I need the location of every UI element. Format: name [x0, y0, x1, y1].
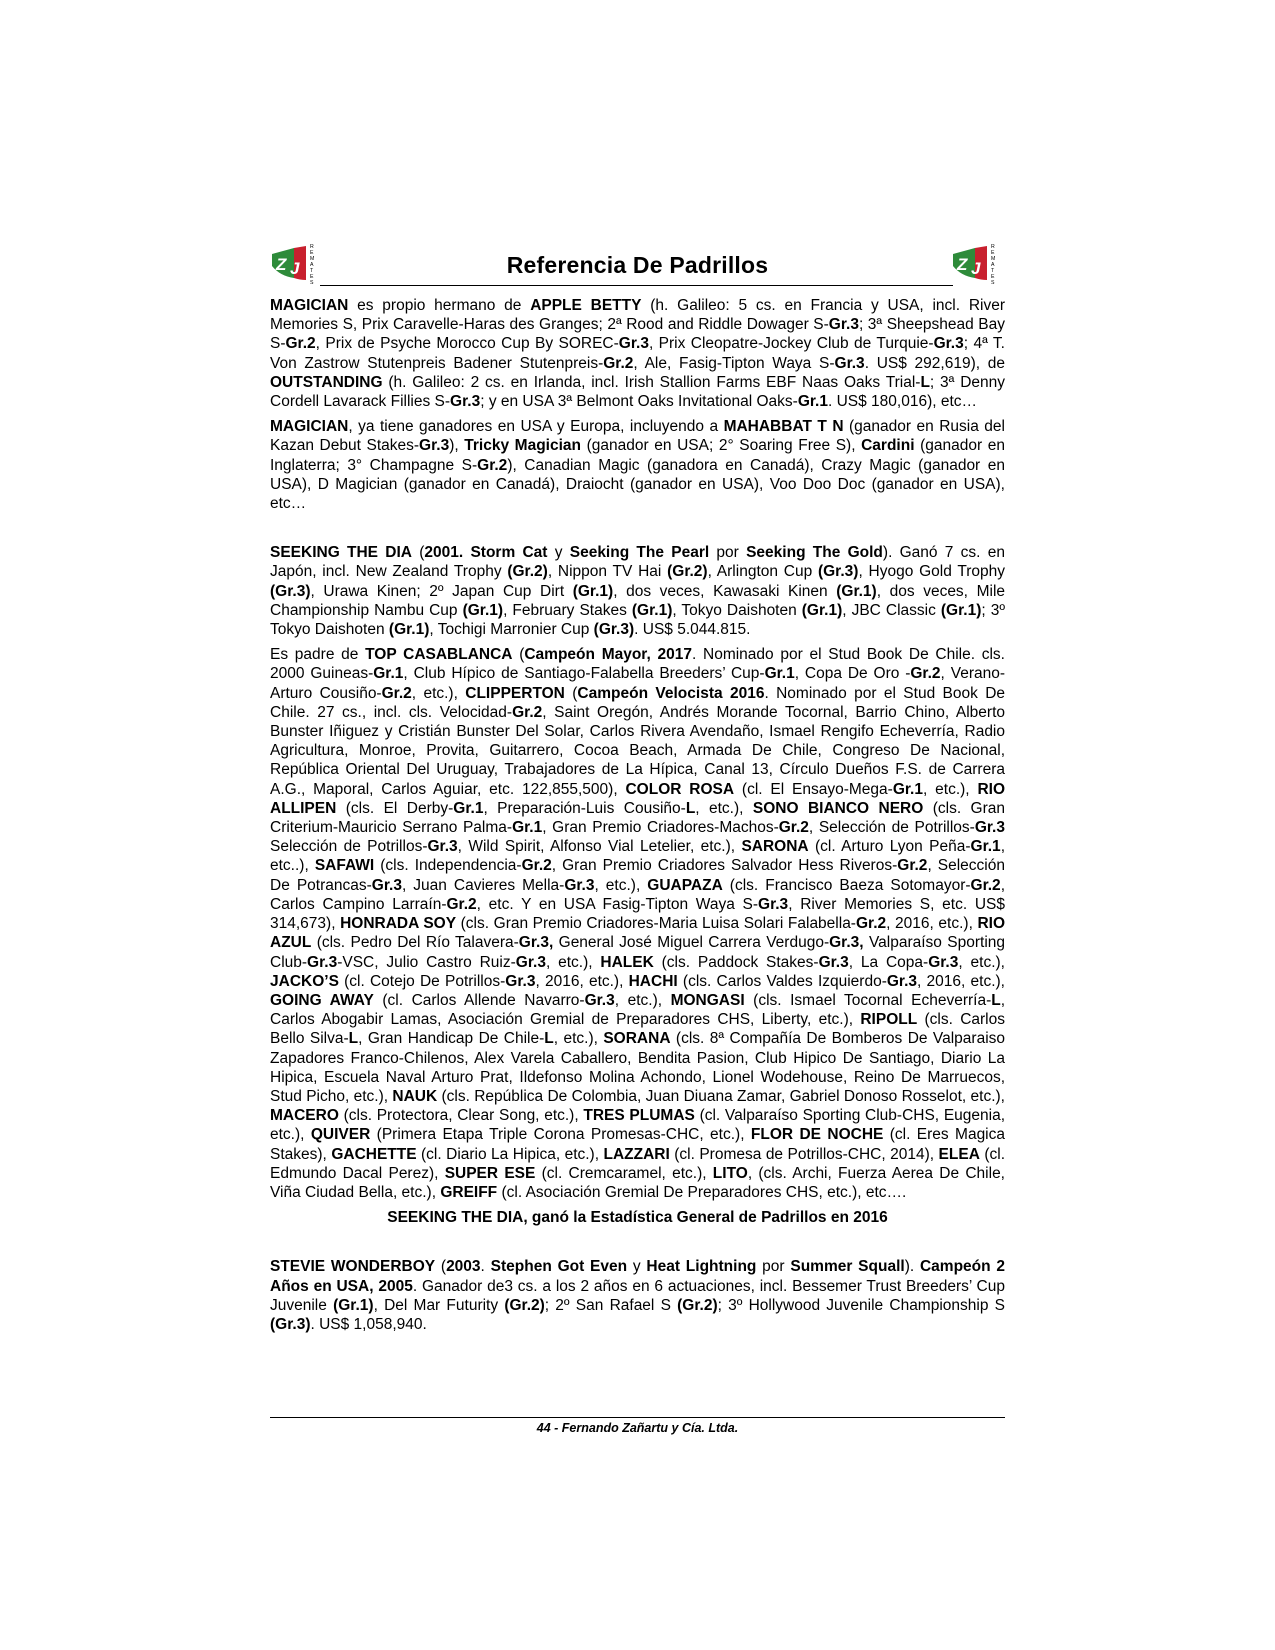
bold-text: Cardini [861, 437, 915, 455]
bold-text: (Gr.2) [677, 1296, 718, 1314]
bold-text: SAFAWI [314, 857, 375, 875]
text-run: , etc.), [923, 780, 978, 798]
text-run: , dos veces, Mile Championship Nambu Cup [270, 582, 1006, 619]
bold-text: HALEK [600, 953, 654, 971]
text-run: , Selección De Potrancas- [270, 857, 1005, 894]
bold-text: Gr.3 [307, 953, 338, 971]
bold-text: (Gr.3) [270, 582, 311, 600]
text-run: y [627, 1258, 647, 1276]
bold-text: Gr.1 [764, 665, 795, 683]
bold-text: Gr.1 [970, 838, 1001, 856]
bold-text: (Gr.1) [462, 601, 504, 619]
text-run: , Arlington Cup [707, 563, 818, 581]
text-run: , Tokyo Daishoten [672, 601, 802, 619]
bold-text: Campeón Mayor, 2017 [524, 646, 692, 664]
text-run: , River Memories S, etc. US$ 314,673), [270, 895, 1005, 933]
svg-text:M: M [310, 256, 315, 262]
text-run: , Prix de Psyche Morocco Cup By SOREC- [315, 335, 619, 353]
bold-text: SARONA [741, 838, 809, 856]
text-run: , etc..), [270, 838, 1005, 875]
bold-text: L [991, 991, 1001, 1009]
bold-text: MAHABBAT T N [723, 418, 844, 436]
text-run: , Gran Premio Criadores-Machos- [542, 819, 779, 837]
text-run: , (cls. Archi, Fuerza Aerea De Chile, Viña Ciudad Bella, etc.), [270, 1164, 1005, 1201]
bold-text: Gr.2 [381, 684, 412, 702]
text-run: (cl. Edmundo Dacal Perez), [270, 1145, 1006, 1182]
bold-text: SORANA [603, 1030, 671, 1048]
text-run: , Del Mar Futurity [373, 1296, 505, 1314]
text-run: (cls. Paddock Stakes- [653, 953, 819, 971]
text-run: , etc.), [545, 953, 601, 971]
bold-text: APPLE BETTY [530, 297, 642, 314]
svg-text:A: A [991, 262, 995, 268]
bold-text: Campeón Velocista 2016 [577, 684, 765, 702]
bold-text: GREIFF [440, 1183, 498, 1201]
text-run: , etc.), [614, 991, 671, 1009]
bold-text: Gr.3 [933, 335, 964, 353]
text-run: (cls. Protectora, Clear Song, etc.), [338, 1107, 584, 1125]
bold-text: RIO AZUL [270, 915, 1006, 952]
svg-text:T: T [991, 268, 995, 274]
bold-text: 2001. Storm Cat [424, 544, 548, 562]
bold-text: Summer Squall [790, 1258, 905, 1276]
bold-text: Seeking The Gold [746, 544, 883, 562]
text-run: Es padre de [270, 646, 366, 664]
text-run: . Nominado por el Stud Book De Chile. cls. 2000 Guineas- [270, 646, 1005, 683]
text-run: , February Stakes [503, 601, 632, 619]
bold-text: RIO ALLIPEN [270, 780, 1005, 817]
svg-text:Z: Z [957, 255, 968, 274]
bold-text: Gr.2 [778, 819, 809, 837]
bold-text: Seeking The Pearl [569, 544, 710, 562]
bold-text: L [544, 1030, 554, 1048]
text-run: , etc.), [958, 953, 1005, 971]
svg-text:R: R [310, 244, 314, 250]
text-run: . Nominado por el Stud Book De Chile. 27 cs., incl. cls. Velocidad- [270, 684, 1006, 721]
svg-text:J: J [290, 259, 300, 278]
bold-text: Gr.2 [603, 354, 634, 372]
text-run: , Carlos Abogabir Lamas, Asociación Gremial de Preparadores CHS, Liberty, etc.), [270, 991, 1006, 1029]
text-run: ( [411, 544, 425, 562]
bold-text: Gr.2 [446, 895, 477, 913]
bold-text: Stephen Got Even [490, 1258, 628, 1276]
bold-text: Gr.1 [892, 780, 923, 798]
svg-text:A: A [310, 262, 314, 268]
svg-text:J: J [971, 259, 981, 278]
bold-text: Gr.3 [828, 316, 859, 334]
bold-text: LAZZARI [603, 1145, 670, 1163]
text-run: (cls. República De Colombia, Juan Diuana Zamar, Gabriel Donoso Rosselot, etc.), [437, 1087, 1005, 1105]
text-run: General José Miguel Carrera Verdugo- [553, 934, 830, 952]
bold-text: (Gr.1) [836, 582, 877, 600]
page [270, 240, 1005, 1340]
bold-text: RIPOLL [860, 1011, 918, 1029]
bold-text: TRES PLUMAS [583, 1107, 695, 1125]
bold-text: Gr.3 [886, 972, 918, 990]
text-run: (cl. Promesa de Potrillos-CHC, 2014), [669, 1145, 939, 1163]
bold-text: L [920, 373, 930, 391]
bold-text: L [348, 1030, 359, 1048]
bold-text: CLIPPERTON [465, 684, 565, 702]
bold-text: NAUK [392, 1087, 438, 1105]
bold-text: Heat Lightning [646, 1258, 757, 1276]
text-run: (h. Galileo: 5 cs. en Francia y USA, incl. River Memories S, Prix Caravelle-Haras des Granges; 2ª Rood and Riddle Dowager S- [270, 297, 1006, 334]
text-run: ; 4ª T. Von Zastrow Stutenpreis Badener Stutenpreis- [270, 335, 1005, 372]
text-run: ). Ganó 7 cs. en Japón, incl. New Zealand Trophy [270, 544, 1005, 581]
text-run: (cls. 8ª Compañía De Bomberos De Valparaiso Zapadores Franco-Chilenos, Alex Varela Caballero, Bendita Pasion, Club Hipico De Santiago, Diario La Hipica, Escuela Naval Arturo Prat, Ildefonso Molina Achondo, Lionel Wodehouse, Reino De Marruecos, Stud Picho, etc.), [270, 1030, 1006, 1105]
text-run: , Gran Premio Criadores Salvador Hess Riveros- [551, 857, 898, 875]
bold-text: Gr.3 [928, 953, 959, 971]
text-run: . US$ 292,619), de [864, 354, 1005, 372]
bold-text: (Gr.1) [940, 601, 982, 619]
text-run: , 2016, etc.), [917, 972, 1005, 990]
text-run: Selección de Potrillos- [270, 838, 428, 856]
bold-text: QUIVER [310, 1126, 371, 1144]
bold-text: (Gr.1) [631, 601, 673, 619]
text-run: , Tochigi Marronier Cup [429, 621, 594, 639]
bold-text: Gr.1 [373, 665, 404, 683]
bold-text: Gr.3 [818, 953, 849, 971]
text-run: por [709, 544, 747, 562]
text-run: ; 3ª Sheepshead Bay S- [270, 316, 1005, 353]
bold-text: Gr.3 [505, 972, 536, 990]
text-run: , etc.), [594, 876, 648, 894]
text-run: , Juan Cavieres Mella- [401, 876, 565, 894]
text-run: por [756, 1258, 791, 1276]
text-run: (cl. Cremcaramel, etc.), [535, 1164, 713, 1182]
statistics-note: SEEKING THE DIA, ganó la Estadística General de Padrillos en 2016 [387, 1209, 888, 1227]
bold-text: Gr.3 [427, 838, 458, 856]
text-run: ; 3º Hollywood Juvenile Championship S [717, 1296, 1006, 1314]
text-run: ; y en USA 3ª Belmont Oaks Invitational Oaks- [480, 393, 798, 411]
text-run: (cl. Eres Magica Stakes), [270, 1126, 1006, 1163]
bold-text: (Gr.3) [270, 1315, 311, 1333]
text-run: ; 3º Tokyo Daishoten [270, 601, 1005, 639]
bold-text: (Gr.2) [667, 563, 708, 581]
bold-text: Gr.2 [477, 456, 508, 474]
text-run: , Club Hípico de Santiago-Falabella Breeders’ Cup- [403, 665, 765, 683]
text-run: , Ale, Fasig-Tipton Waya S- [633, 354, 835, 372]
bold-text: L [685, 799, 696, 817]
text-run: es propio hermano de [348, 297, 531, 314]
bold-text: Gr.3 [834, 354, 865, 372]
text-run: ( [435, 1258, 447, 1276]
text-run: (cl. Diario La Hipica, etc.), [416, 1145, 604, 1163]
page-header [270, 240, 1005, 286]
text-run: (cls. Pedro Del Río Talavera- [311, 934, 519, 952]
svg-text:S: S [310, 280, 314, 286]
footer-divider [270, 1417, 1005, 1418]
bold-text: Gr.1 [797, 393, 828, 411]
text-run: , Verano-Arturo Cousiño- [270, 665, 1006, 702]
bold-text: 2003 [446, 1258, 481, 1276]
text-run: Valparaíso Sporting Club- [270, 934, 1005, 971]
bold-text: (Gr.1) [572, 582, 614, 600]
text-run: . Ganador de3 cs. a los 2 años en 6 actuaciones, incl. Bessemer Trust Breeders’ Cup Juvenile [270, 1277, 1005, 1314]
text-run: (cls. Carlos Bello Silva- [270, 1011, 1005, 1048]
text-run: , dos veces, Kawasaki Kinen [613, 582, 837, 600]
bold-text: Gr.2 [970, 876, 1001, 894]
bold-text: Gr.2 [285, 335, 316, 353]
text-run: (cl. Arturo Lyon Peña- [808, 838, 971, 856]
text-run: , Selección de Potrillos- [808, 819, 975, 837]
text-run: , JBC Classic [842, 601, 941, 619]
text-run: ( [564, 684, 578, 702]
paragraph-magician-pedigree [270, 296, 1005, 411]
bold-text: Gr.3 [450, 393, 481, 411]
bold-text: SEEKING THE DIA [270, 544, 412, 562]
text-run: (cls. Independencia- [374, 857, 522, 875]
text-run: , etc.), [553, 1030, 604, 1048]
bold-text: (Gr.3) [817, 563, 859, 581]
bold-text: Gr.1 [512, 819, 543, 837]
bold-text: Gr.3 [564, 876, 595, 894]
bold-text: Campeón 2 Años en USA, 2005 [270, 1258, 1005, 1295]
bold-text: SONO BIANCO NERO [752, 799, 924, 817]
text-run: , Preparación-Luis Cousiño- [483, 799, 686, 817]
svg-text:M: M [991, 256, 996, 262]
text-run: (cls. Gran Criterium-Mauricio Serrano Palma- [270, 799, 1006, 837]
text-run: (cl. Asociación Gremial De Preparadores CHS, etc.), etc…. [497, 1183, 907, 1201]
text-run: , 2016, etc.), [535, 972, 629, 990]
remates-logo [951, 240, 1005, 286]
bold-text: Gr.3 [515, 953, 546, 971]
text-run: , etc.), [695, 799, 753, 817]
text-run: , Carlos Campino Larraín- [270, 876, 1005, 913]
bold-text: (Gr.1) [388, 621, 430, 639]
bold-text: Gr.3 [618, 335, 649, 353]
text-run: ( [512, 646, 525, 664]
text-run: , Hyogo Gold Trophy [858, 563, 1005, 581]
text-run: (cl. Valparaíso Sporting Club-CHS, Eugenia, etc.), [270, 1107, 1006, 1144]
text-run: (cl. El Ensayo-Mega- [734, 780, 893, 798]
bold-text: Gr.3, [829, 934, 864, 952]
bold-text: MAGICIAN [270, 418, 349, 436]
text-run: (ganador en Inglaterra; 3° Champagne S- [270, 437, 1005, 474]
text-run: (Primera Etapa Triple Corona Promesas-CHC, etc.), [370, 1126, 751, 1144]
bold-text: Gr.3 [584, 991, 615, 1009]
text-run: , La Copa- [848, 953, 929, 971]
bold-text: Gr.3 [371, 876, 402, 894]
text-run: ; 3ª Denny Cordell Lavarack Fillies S- [270, 373, 1005, 411]
text-run: , Nippon TV Hai [547, 563, 668, 581]
bold-text: MACERO [270, 1107, 339, 1125]
text-run: ), [449, 437, 465, 455]
text-run: (ganador en Rusia del Kazan Debut Stakes- [270, 418, 1005, 455]
bold-text: (Gr.2) [507, 563, 548, 581]
text-run: , Wild Spirit, Alfonso Vial Letelier, etc.), [457, 838, 742, 856]
bold-text: Gr.2 [910, 665, 941, 683]
bold-text: Gr.3 [974, 819, 1005, 837]
bold-text: GACHETTE [331, 1145, 417, 1163]
page-footer: 44 - Fernando Zañartu y Cía. Ltda. [536, 1421, 739, 1435]
text-run: (cls. Francisco Baeza Sotomayor- [722, 876, 971, 894]
bold-text: Tricky Magician [464, 437, 582, 455]
text-run: y [547, 544, 570, 562]
text-run: (cls. El Derby- [336, 799, 454, 817]
svg-text:E: E [991, 274, 995, 280]
svg-text:R: R [991, 244, 995, 250]
text-run: , ya tiene ganadores en USA y Europa, incluyendo a [348, 418, 724, 436]
bold-text: OUTSTANDING [270, 373, 383, 391]
bold-text: (Gr.2) [504, 1296, 545, 1314]
title-divider [320, 285, 953, 286]
text-run: ), Canadian Magic (ganadora en Canadá), Crazy Magic (ganador en USA), D Magician (ganador en Canadá), Draiocht (ganador en USA), Voo Doo Doc (ganador en USA), etc… [270, 456, 1005, 513]
bold-text: Gr.3, [518, 934, 554, 952]
bold-text: MAGICIAN [270, 297, 349, 314]
text-run: . US$ 5.044.815. [634, 621, 751, 639]
text-run: (cls. Gran Premio Criadores-Maria Luisa Solari Falabella- [456, 915, 856, 933]
bold-text: (Gr.1) [801, 601, 843, 619]
bold-text: (Gr.1) [333, 1296, 374, 1314]
paragraph-stevie-wonderboy [270, 1257, 1005, 1334]
text-run: , 2016, etc.), [886, 915, 978, 933]
bold-text: GOING AWAY [270, 991, 374, 1009]
text-run: . [480, 1258, 491, 1276]
text-run: , Saint Oregón, Andrés Morande Tocornal, Barrio Chino, Alberto Bunster Iñiguez y Cristián Bunster Del Solar, Carlos Rivera Avendaño, Ismael Rengifo Echeverría, Radio Agricultura, Monroe, Provita, Guitarrero, Cocoa Beach, Armada De Chile, Congreso De Nacional, República Oriental Del Uruguay, Trabajadores de La Hípica, Canal 13, Círculo Dueños F.S. de Carrera A.G., Maporal, Carlos Aguiar, etc. 122,855,500), [270, 703, 1006, 798]
text-run: , Gran Handicap De Chile- [358, 1030, 545, 1048]
bold-text: JACKO’S [270, 972, 339, 990]
bold-text: ELEA [938, 1145, 980, 1163]
svg-text:Z: Z [276, 255, 287, 274]
bold-text: (Gr.3) [593, 621, 635, 639]
bold-text: Gr.2 [897, 857, 928, 875]
text-run: -VSC, Julio Castro Ruiz- [337, 953, 516, 971]
svg-text:E: E [310, 250, 314, 256]
text-run: (ganador en USA; 2° Soaring Free S), [581, 437, 862, 455]
bold-text: LITO [712, 1164, 748, 1182]
bold-text: Gr.3 [758, 895, 789, 913]
svg-text:T: T [310, 268, 314, 274]
text-run: (cl. Carlos Allende Navarro- [373, 991, 585, 1009]
text-run: , Prix Cleopatre-Jockey Club de Turquie- [648, 335, 934, 353]
bold-text: Gr.2 [855, 915, 887, 933]
bold-text: GUAPAZA [647, 876, 723, 894]
bold-text: HACHI [628, 972, 678, 990]
paragraph-seeking-the-dia-progeny [270, 645, 1005, 1202]
document-body [270, 296, 1005, 1334]
text-run: . US$ 1,058,940. [310, 1315, 427, 1333]
text-run: , Copa De Oro - [794, 665, 911, 683]
svg-text:E: E [991, 250, 995, 256]
bold-text: HONRADA SOY [340, 915, 457, 933]
text-run: , Urawa Kinen; 2º Japan Cup Dirt [310, 582, 573, 600]
text-run: (cls. Carlos Valdes Izquierdo- [677, 972, 887, 990]
svg-text:S: S [991, 280, 995, 286]
text-run: . US$ 180,016), etc… [827, 393, 978, 411]
bold-text: Gr.2 [521, 857, 552, 875]
bold-text: TOP CASABLANCA [365, 646, 513, 664]
text-run: (cls. Ismael Tocornal Echeverría- [744, 991, 992, 1009]
bold-text: STEVIE WONDERBOY [270, 1258, 436, 1276]
bold-text: MONGASI [670, 991, 745, 1009]
page-title: Referencia De Padrillos [506, 252, 769, 278]
text-run: , etc.), [411, 684, 466, 702]
text-run: ; 2º San Rafael S [544, 1296, 678, 1314]
text-run: ). [904, 1258, 920, 1276]
text-run: , etc. Y en USA Fasig-Tipton Waya S- [476, 895, 759, 913]
svg-text:E: E [310, 274, 314, 280]
bold-text: COLOR ROSA [625, 780, 735, 798]
bold-text: Gr.3 [419, 437, 450, 455]
bold-text: FLOR DE NOCHE [750, 1126, 884, 1144]
bold-text: SUPER ESE [444, 1164, 536, 1182]
text-run: (h. Galileo: 2 cs. en Irlanda, incl. Irish Stallion Farms EBF Naas Oaks Trial- [382, 373, 921, 391]
bold-text: Gr.2 [512, 703, 543, 721]
bold-text: Gr.1 [453, 799, 484, 817]
paragraph-magician-winners [270, 417, 1005, 513]
paragraph-seeking-the-dia [270, 543, 1005, 639]
text-run: (cl. Cotejo De Potrillos- [338, 972, 506, 990]
